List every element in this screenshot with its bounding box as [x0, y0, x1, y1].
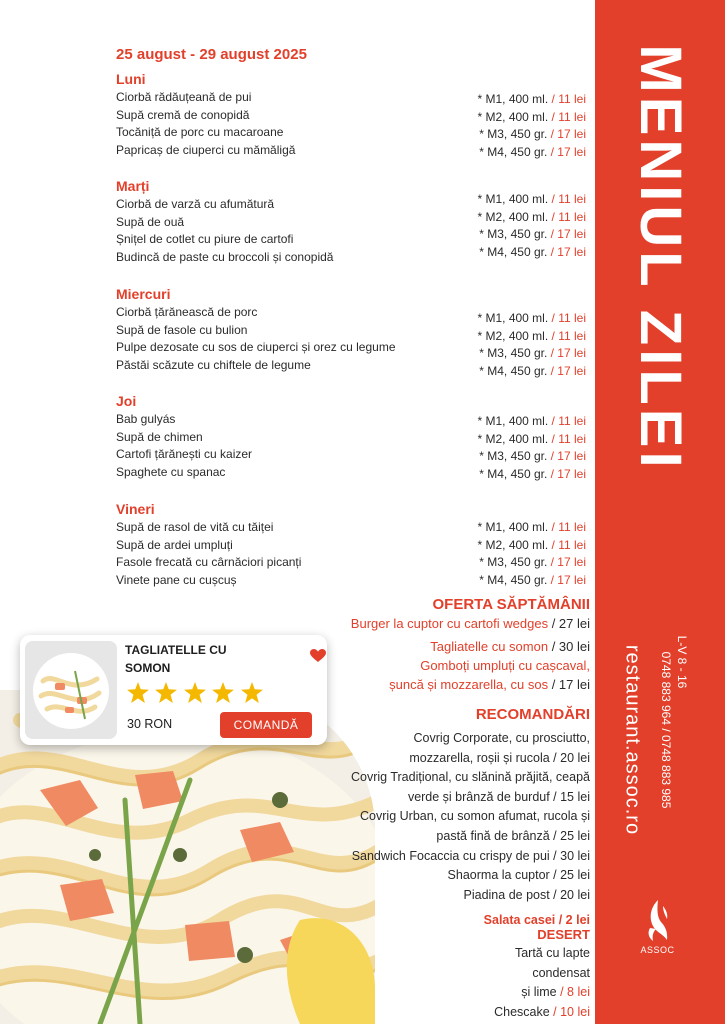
- portion-price: / 11 lei: [551, 537, 586, 552]
- dessert-name: Tartă cu lapte: [514, 946, 590, 960]
- order-button[interactable]: COMANDĂ: [220, 712, 312, 738]
- dish-item: Păstăi scăzute cu chiftele de legume: [116, 357, 311, 372]
- product-thumbnail: [25, 641, 117, 739]
- portion-item: [477, 449, 586, 467]
- recommendation-line: Covrig Tradițional, cu slănină prăjită, ceapă: [350, 770, 590, 785]
- recommendations: [351, 706, 590, 927]
- star-icon: [184, 682, 206, 708]
- portion-item: [477, 92, 586, 110]
- portion-item: [477, 573, 586, 591]
- day-name: Vineri: [116, 501, 155, 517]
- dish-item: Pulpe dezosate cu sos de ciuperci și orez cu legume: [116, 340, 396, 354]
- dish-item: Cartofi țărănești cu kaizer: [116, 447, 253, 461]
- offer-item-name: șuncă și mozzarella, cu sos: [389, 677, 549, 692]
- logo-text: ASSOC: [640, 945, 675, 955]
- portion-size: * M1, 400 ml.: [477, 92, 549, 106]
- portion-item: [477, 227, 586, 245]
- portion-item: [477, 538, 586, 556]
- portion-size: * M3, 450 gr.: [479, 227, 548, 241]
- portion-size: * M2, 400 ml.: [477, 431, 549, 446]
- portion-price: / 11 lei: [551, 328, 586, 343]
- assoc-logo: [630, 898, 685, 955]
- dish-item: Ciorbă rădăuțeană de pui: [116, 90, 252, 104]
- product-title: TAGLIATELLE CU SOMON: [125, 643, 227, 675]
- dish-item: Spaghete cu spanac: [116, 464, 226, 479]
- portion-size: * M4, 450 gr.: [479, 144, 548, 159]
- opening-hours: L-V 8 - 16: [675, 635, 689, 689]
- portion-price: / 17 lei: [550, 466, 586, 481]
- portion-item: [477, 127, 586, 145]
- day-section-vineri: [116, 501, 586, 592]
- heart-icon[interactable]: [310, 649, 326, 668]
- dish-item: Vinete pane cu cușcuș: [116, 572, 237, 587]
- dish-item: Bab gulyás: [116, 412, 176, 426]
- portion-price: / 17 lei: [550, 127, 586, 141]
- portion-size: * M1, 400 ml.: [477, 520, 549, 534]
- offer-item-name: Gomboți umpluți cu cașcaval,: [420, 658, 590, 673]
- day-name: Miercuri: [116, 286, 171, 302]
- day-name: Joi: [116, 393, 137, 409]
- weekly-offer: [351, 596, 590, 694]
- date-range: 25 august - 29 august 2025: [116, 46, 307, 63]
- offer-title: OFERTA SĂPTĂMÂNII: [432, 596, 590, 613]
- website-link[interactable]: restaurant.assoc.ro: [621, 644, 644, 836]
- portion-item: [477, 364, 586, 382]
- logo-icon: [641, 898, 675, 942]
- portion-size: * M2, 400 ml.: [477, 109, 549, 124]
- portion-item: [477, 210, 586, 228]
- dessert-line: [494, 983, 590, 1003]
- portion-size: * M2, 400 ml.: [477, 328, 549, 343]
- offer-item: [351, 656, 590, 675]
- star-icon: [212, 682, 234, 708]
- portion-size: * M3, 450 gr.: [479, 127, 548, 141]
- recommendation-line: Shaorma la cuptor / 25 lei: [447, 868, 590, 883]
- dish-item: Budincă de paste cu broccoli și conopidă: [116, 249, 334, 264]
- portion-size: * M4, 450 gr.: [479, 466, 548, 481]
- portion-price: / 17 lei: [550, 227, 586, 241]
- portion-size: * M2, 400 ml.: [477, 537, 549, 552]
- recommendation-line: pastă fină de brânză / 25 lei: [436, 828, 590, 843]
- offer-item: [351, 675, 590, 694]
- portion-size: * M3, 450 gr.: [479, 555, 548, 569]
- dessert-name: și lime: [521, 985, 561, 999]
- portion-size: * M1, 400 ml.: [477, 414, 549, 428]
- recommendation-line: mozzarella, roșii și rucola / 20 lei: [409, 750, 590, 765]
- portion-item: [477, 414, 586, 432]
- portion-size: * M4, 450 gr.: [479, 363, 548, 378]
- portion-price: / 11 lei: [551, 209, 586, 224]
- dessert-price: / 8 lei: [560, 985, 590, 999]
- portion-item: [477, 329, 586, 347]
- offer-item: [351, 614, 590, 633]
- dish-item: Ciorbă de varză cu afumătură: [116, 197, 275, 211]
- portion-price: / 11 lei: [551, 311, 586, 325]
- dessert-section: [494, 927, 590, 1022]
- house-salad: Salata casei / 2 lei: [483, 913, 590, 928]
- day-section-miercuri: [116, 286, 586, 377]
- dessert-name: Chescake: [494, 1004, 554, 1019]
- product-card[interactable]: [20, 635, 327, 745]
- portion-price: / 17 lei: [550, 572, 586, 587]
- star-icon: [241, 682, 263, 708]
- menu-title: MENIUL ZILEI: [628, 44, 693, 472]
- offer-item-name: Tagliatelle cu somon: [430, 639, 549, 654]
- offer-item-price: / 30 lei: [548, 639, 590, 654]
- dish-item: Ciorbă țărănească de porc: [116, 305, 258, 319]
- star-icon: [127, 682, 149, 708]
- star-icon: [155, 682, 177, 708]
- portion-size: * M3, 450 gr.: [479, 449, 548, 463]
- portion-price: / 11 lei: [551, 92, 586, 106]
- dessert-title: DESERT: [537, 927, 590, 942]
- portion-size: * M3, 450 gr.: [479, 346, 548, 360]
- recommendation-line: Piadina de post / 20 lei: [463, 887, 590, 902]
- day-section-luni: [116, 71, 586, 162]
- portion-size: * M2, 400 ml.: [477, 209, 549, 224]
- dish-item: Supă de ardei umpluți: [116, 537, 233, 552]
- portion-price: / 17 lei: [550, 144, 586, 159]
- portion-size: * M1, 400 ml.: [477, 192, 549, 206]
- dessert-line: [494, 944, 590, 964]
- offer-item-price: / 27 lei: [548, 616, 590, 631]
- offer-item-price: / 17 lei: [548, 677, 590, 692]
- dessert-line: [494, 964, 590, 984]
- portion-item: [477, 467, 586, 485]
- recommendation-line: Covrig Corporate, cu prosciutto,: [413, 731, 590, 745]
- dessert-line: [494, 1003, 590, 1023]
- portion-price: / 17 lei: [550, 555, 586, 569]
- offer-item: [351, 637, 590, 656]
- portion-item: [477, 145, 586, 163]
- portion-price: / 11 lei: [551, 192, 586, 206]
- portion-item: [477, 432, 586, 450]
- day-name: Luni: [116, 71, 146, 87]
- dessert-name: condensat: [532, 965, 590, 980]
- portion-price: / 11 lei: [551, 414, 586, 428]
- dish-item: Șnițel de cotlet cu piure de cartofi: [116, 232, 294, 246]
- portion-item: [477, 110, 586, 128]
- recommendation-line: verde și brânză de burduf / 15 lei: [407, 789, 590, 804]
- day-section-joi: [116, 393, 586, 484]
- portion-item: [477, 520, 586, 538]
- dish-item: Tocăniță de porc cu macaroane: [116, 125, 284, 139]
- recommendations-title: RECOMANDĂRI: [475, 706, 590, 723]
- portion-size: * M4, 450 gr.: [479, 244, 548, 259]
- rating-stars: [127, 682, 265, 708]
- day-name: Marți: [116, 178, 150, 194]
- portion-item: [477, 346, 586, 364]
- portion-price: / 17 lei: [550, 244, 586, 259]
- portion-price: / 17 lei: [550, 363, 586, 378]
- dish-item: Supă de rasol de vită cu tăiței: [116, 520, 274, 534]
- product-price: 30 RON: [127, 717, 173, 731]
- dessert-price: / 10 lei: [553, 1004, 590, 1019]
- portion-size: * M1, 400 ml.: [477, 311, 549, 325]
- offer-item-name: Burger la cuptor cu cartofi wedges: [350, 616, 549, 631]
- portion-price: / 17 lei: [550, 346, 586, 360]
- portion-item: [477, 555, 586, 573]
- portion-price: / 11 lei: [551, 520, 586, 534]
- dish-item: Fasole frecată cu cârnăciori picanți: [116, 555, 302, 569]
- portion-price: / 17 lei: [550, 449, 586, 463]
- recommendation-line: Covrig Urban, cu somon afumat, rucola și: [360, 809, 590, 824]
- day-section-marti: [116, 178, 586, 269]
- portion-item: [477, 311, 586, 329]
- phone-numbers[interactable]: 0748 883 964 / 0748 883 985: [659, 651, 673, 809]
- portion-price: / 11 lei: [551, 431, 586, 446]
- portion-item: [477, 245, 586, 263]
- portion-size: * M4, 450 gr.: [479, 572, 548, 587]
- dish-item: Supă de fasole cu bulion: [116, 322, 248, 337]
- portion-item: [477, 192, 586, 210]
- dish-item: Supă de ouă: [116, 214, 185, 229]
- portion-price: / 11 lei: [551, 109, 586, 124]
- dish-item: Supă cremă de conopidă: [116, 107, 250, 122]
- dish-item: Supă de chimen: [116, 429, 203, 444]
- dish-item: Papricaș de ciuperci cu mămăligă: [116, 142, 296, 157]
- recommendation-line: Sandwich Focaccia cu crispy de pui / 30 lei: [351, 848, 590, 863]
